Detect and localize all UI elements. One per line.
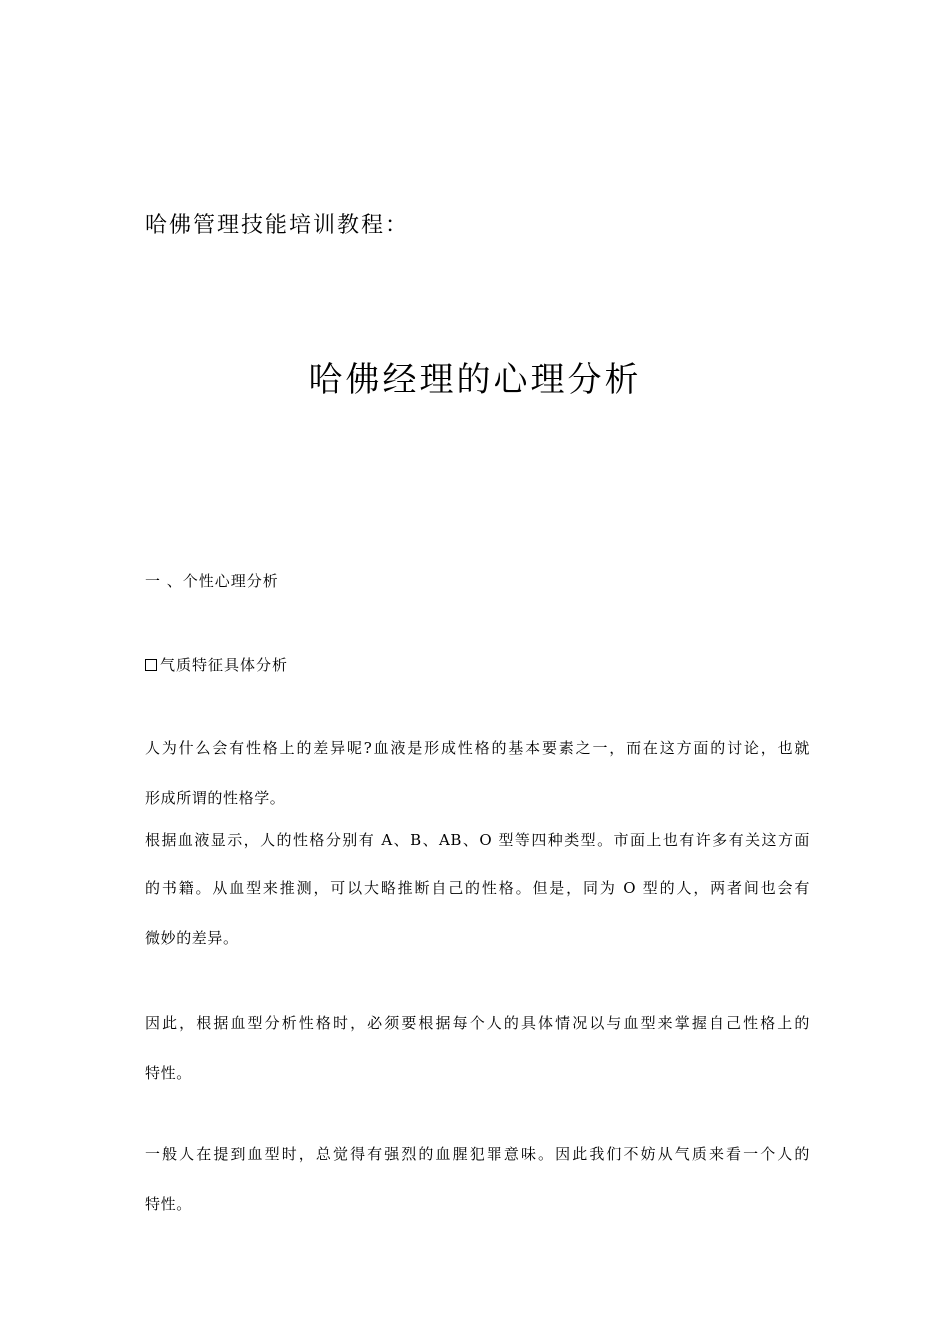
paragraph-line: 的书籍。从血型来推测，可以大略推断自己的性格。但是，同为 O 型的人，两者间也会有 bbox=[145, 879, 810, 897]
paragraph-line: 微妙的差异。 bbox=[145, 929, 239, 947]
series-title: 哈佛管理技能培训教程： bbox=[145, 213, 410, 238]
paragraph-line: 因此，根据血型分析性格时，必须要根据每个人的具体情况以与血型来掌握自己性格上的 bbox=[145, 1014, 810, 1032]
paragraph-line: 一般人在提到血型时，总觉得有强烈的血腥犯罪意味。因此我们不妨从气质来看一个人的 bbox=[145, 1145, 810, 1163]
sub-heading bbox=[145, 654, 288, 675]
square-bullet-icon bbox=[145, 659, 157, 671]
sub-heading-text: 气质特征具体分析 bbox=[160, 656, 289, 674]
page-title: 哈佛经理的心理分析 bbox=[308, 360, 642, 400]
paragraph-line: 特性。 bbox=[145, 1064, 192, 1082]
paragraph-line: 特性。 bbox=[145, 1195, 192, 1213]
paragraph-line: 形成所谓的性格学。 bbox=[145, 789, 286, 807]
paragraph-line: 根据血液显示，人的性格分别有 A、B、AB、O 型等四种类型。市面上也有许多有关这方面 bbox=[145, 831, 810, 849]
paragraph-line: 人为什么会有性格上的差异呢?血液是形成性格的基本要素之一，而在这方面的讨论，也就 bbox=[145, 739, 810, 757]
section-heading: 一 、个性心理分析 bbox=[145, 572, 279, 590]
